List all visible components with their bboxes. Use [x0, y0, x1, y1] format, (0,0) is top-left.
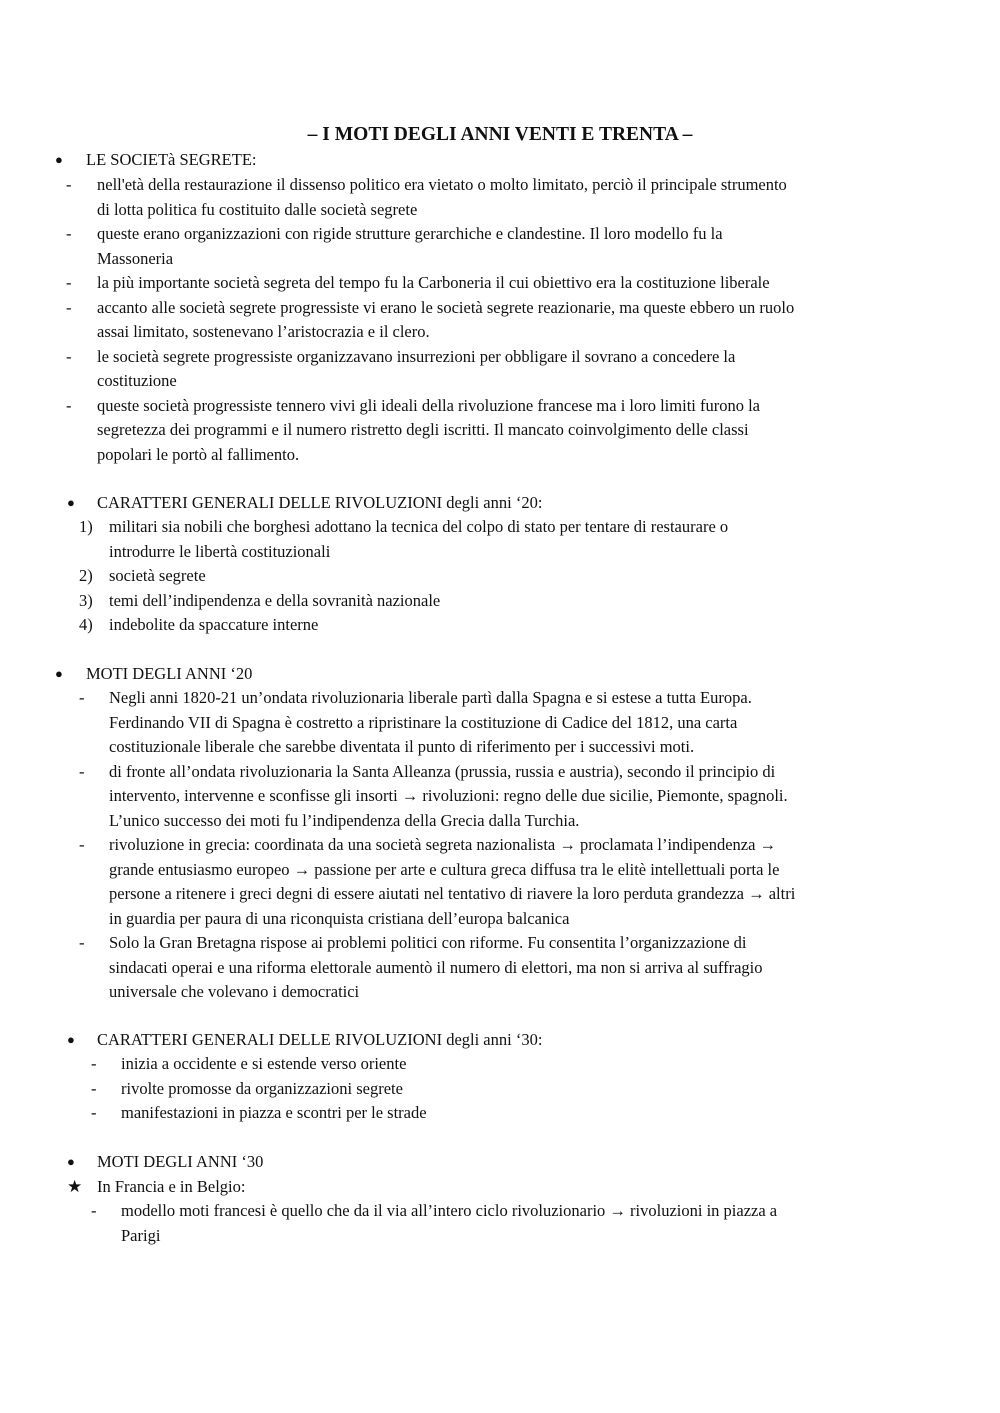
list-item-marker: -	[66, 175, 72, 194]
list-item-marker: -	[91, 1054, 97, 1073]
list-item-text: persone a ritenere i greci degni di essere aiutati nel tentativo di riavere la loro perduta grandezza → altri	[109, 884, 796, 903]
section-heading-moti-20-marker: ●	[55, 666, 63, 681]
list-item-marker: -	[91, 1078, 97, 1098]
list-item-text: queste società progressiste tennero vivi gli ideali della rivoluzione francese ma i loro limiti furono la	[97, 395, 761, 415]
numbered-item-text: militari sia nobili che borghesi adottano la tecnica del colpo di stato per tentare di restaurare o	[109, 517, 729, 536]
list-item-marker: -	[91, 1103, 97, 1122]
list-item-text: universale che volevano i democratici	[109, 982, 360, 1001]
numbered-item-text: introdurre le libertà costituzionali	[109, 541, 331, 561]
list-item-text: Parigi	[121, 1225, 161, 1245]
list-item-text: di fronte all’ondata rivoluzionaria la Santa Alleanza (prussia, russia e austria), secondo il principio di	[109, 761, 776, 781]
numbered-item-text: società segrete	[109, 566, 206, 585]
document-title: – I MOTI DEGLI ANNI VENTI E TRENTA –	[307, 124, 693, 145]
section-heading-societa-marker: ●	[55, 152, 63, 167]
list-item-marker: -	[66, 395, 72, 415]
numbered-item-text: temi dell’indipendenza e della sovranità nazionale	[109, 590, 441, 610]
section-heading-moti-30-marker: ●	[67, 1154, 75, 1169]
list-item-marker: -	[66, 224, 72, 243]
list-item-text: L’unico successo dei moti fu l’indipendenza della Grecia dalla Turchia.	[109, 810, 580, 830]
section-heading-caratteri-20-text: CARATTERI GENERALI DELLE RIVOLUZIONI degli anni ‘20:	[97, 493, 543, 512]
numbered-item-marker: 2)	[79, 566, 93, 585]
list-item-text: grande entusiasmo europeo → passione per arte e cultura greca diffusa tra le elitè intellettuali porta le	[109, 859, 780, 879]
section-heading-caratteri-30-text: CARATTERI GENERALI DELLE RIVOLUZIONI degli anni ‘30:	[97, 1030, 543, 1049]
list-item-text: segretezza dei programmi e il numero ristretto degli iscritti. Il mancato coinvolgimento delle classi	[97, 420, 749, 439]
list-item-text: Massoneria	[97, 248, 174, 268]
section-heading-moti-30-text: MOTI DEGLI ANNI ‘30	[97, 1152, 264, 1171]
subheading-francia-belgio-marker: ★	[67, 1177, 83, 1196]
subheading-francia-belgio-text: In Francia e in Belgio:	[97, 1177, 246, 1196]
list-item-text: intervento, intervenne e sconfisse gli insorti → rivoluzioni: regno delle due sicilie, Piemonte, spagnoli.	[109, 786, 788, 805]
list-item-text: inizia a occidente e si estende verso oriente	[121, 1054, 407, 1073]
numbered-item-marker: 4)	[79, 615, 93, 634]
list-item-text: costituzionale liberale che sarebbe diventata il punto di riferimento per i successivi moti.	[109, 737, 695, 756]
numbered-item-text: indebolite da spaccature interne	[109, 615, 319, 634]
section-heading-caratteri-30-marker: ●	[67, 1032, 75, 1047]
section-heading-societa-text: LE SOCIETà SEGRETE:	[86, 150, 257, 169]
list-item-marker: -	[79, 835, 85, 854]
list-item-text: queste erano organizzazioni con rigide strutture gerarchiche e clandestine. Il loro modello fu la	[97, 224, 723, 243]
section-heading-caratteri-20-marker: ●	[67, 495, 75, 510]
list-item-text: nell'età della restaurazione il dissenso politico era vietato o molto limitato, perciò il principale strumento	[97, 175, 787, 194]
list-item-text: accanto alle società segrete progressiste vi erano le società segrete reazionarie, ma queste ebbero un ruolo	[97, 297, 795, 317]
numbered-item-marker: 3)	[79, 590, 93, 610]
list-item-text: Ferdinando VII di Spagna è costretto a ripristinare la costituzione di Cadice del 1812, una carta	[109, 712, 738, 732]
list-item-marker: -	[66, 273, 72, 292]
list-item-text: di lotta politica fu costituito dalle società segrete	[97, 199, 418, 219]
list-item-text: sindacati operai e una riforma elettorale aumentò il numero di elettori, ma non si arriva al suffragio	[109, 957, 763, 977]
list-item-marker: -	[79, 688, 85, 707]
list-item-text: in guardia per paura di una riconquista cristiana dell’europa balcanica	[109, 908, 570, 928]
section-heading-moti-20-text: MOTI DEGLI ANNI ‘20	[86, 664, 253, 683]
list-item-marker: -	[79, 761, 85, 781]
list-item-marker: -	[91, 1201, 97, 1220]
list-item-text: manifestazioni in piazza e scontri per le strade	[121, 1103, 427, 1122]
list-item-text: Solo la Gran Bretagna rispose ai problemi politici con riforme. Fu consentita l’organizzazione di	[109, 933, 747, 952]
list-item-text: la più importante società segreta del tempo fu la Carboneria il cui obiettivo era la costituzione liberale	[97, 273, 770, 292]
list-item-text: assai limitato, sostenevano l’aristocrazia e il clero.	[97, 322, 430, 341]
list-item-text: le società segrete progressiste organizzavano insurrezioni per obbligare il sovrano a concedere la	[97, 346, 736, 366]
list-item-marker: -	[79, 933, 85, 952]
list-item-text: rivoluzione in grecia: coordinata da una società segreta nazionalista → proclamata l’indipendenza →	[109, 835, 777, 854]
list-item-text: modello moti francesi è quello che da il via all’intero ciclo rivoluzionario → rivoluzioni in piazza a	[121, 1201, 778, 1220]
list-item-marker: -	[66, 346, 72, 366]
numbered-item-marker: 1)	[79, 517, 93, 536]
list-item-text: Negli anni 1820-21 un’ondata rivoluzionaria liberale partì dalla Spagna e si estese a tutta Europa.	[109, 688, 752, 707]
list-item-marker: -	[66, 297, 72, 317]
list-item-text: popolari le portò al fallimento.	[97, 444, 300, 464]
list-item-text: costituzione	[97, 371, 177, 390]
list-item-text: rivolte promosse da organizzazioni segrete	[121, 1078, 403, 1098]
